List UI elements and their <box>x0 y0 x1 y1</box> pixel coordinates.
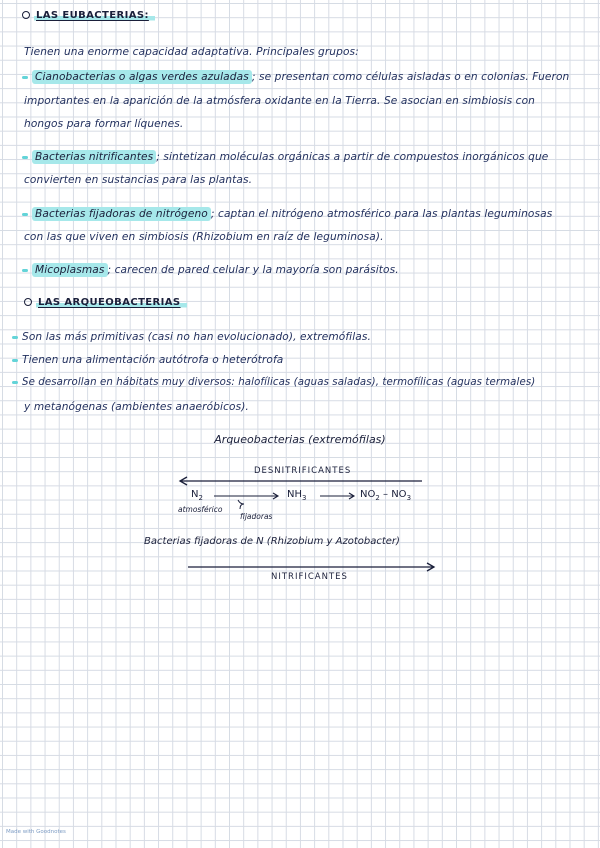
nitrificantes-term: Bacterias nitrificantes <box>32 150 156 164</box>
cianobacterias-line-3: hongos para formar líquenes. <box>24 118 184 130</box>
nitrification-arrow <box>320 493 354 499</box>
cianobacterias-term: Cianobacterias o algas verdes azuladas <box>32 70 252 84</box>
fixation-arrow <box>214 493 278 499</box>
cianobacterias-line-2: importantes en la aparición de la atmósfera oxidante en la Tierra. Se asocian en simbiosis con <box>24 95 535 107</box>
nh3-formula: $NH_3$ <box>287 489 307 502</box>
fijadoras-line-2: con las que viven en simbiosis (Rhizobium en raíz de leguminosa). <box>24 231 384 243</box>
nitrificantes-text-1: ; sintetizan moléculas orgánicas a partir de compuestos inorgánicos que <box>156 151 549 163</box>
eubacterias-intro: Tienen una enorme capacidad adaptativa. Principales grupos: <box>24 46 359 58</box>
fijadoras-label: fijadoras <box>240 512 273 521</box>
atmosferico-label: atmosférico <box>178 505 223 514</box>
eubacterias-heading: LAS EUBACTERIAS: <box>22 10 155 21</box>
micoplasmas-term: Micoplasmas <box>32 263 108 277</box>
micoplasmas-text-1: ; carecen de pared celular y la mayoría son parásitos. <box>107 264 399 276</box>
goodnotes-logo: Made with Goodnotes <box>6 829 66 835</box>
arqueobacterias-item-1: Son las más primitivas (casi no han evolucionado), extremófilas. <box>12 331 371 343</box>
desnitrificantes-arrow <box>180 477 422 485</box>
fijadoras-text-1: ; captan el nitrógeno atmosférico para las plantas leguminosas <box>210 208 553 220</box>
n2-formula: $N_2$ <box>191 489 203 502</box>
desnitrificantes-label: DESNITRIFICANTES <box>254 466 352 476</box>
fijadoras-brace-icon <box>238 500 244 509</box>
diagram-caption: Bacterias fijadoras de N (Rhizobium y Azotobacter) <box>144 536 400 547</box>
arqueobacterias-heading: LAS ARQUEOBACTERIAS <box>24 297 187 308</box>
diagram-title: Arqueobacterias (extremófilas) <box>214 433 386 446</box>
nitrificantes-line-2: convierten en sustancias para las plantas. <box>24 174 253 186</box>
fijadoras-term: Bacterias fijadoras de nitrógeno <box>32 207 211 221</box>
arqueobacterias-item-3: Se desarrollan en hábitats muy diversos: halofílicas (aguas saladas), termofílicas (aguas termales) <box>12 377 535 388</box>
arqueobacterias-item-2: Tienen una alimentación autótrofa o heterótrofa <box>12 354 283 366</box>
nitrificantes-arrow <box>188 563 434 571</box>
nitrificantes-label: NITRIFICANTES <box>271 572 348 582</box>
cianobacterias-text-1: ; se presentan como células aisladas o en colonias. Fueron <box>251 71 570 83</box>
arqueobacterias-item-3-cont: y metanógenas (ambientes anaeróbicos). <box>24 401 249 413</box>
no2-no3-formula: $NO_2 - NO_3$ <box>360 489 412 502</box>
